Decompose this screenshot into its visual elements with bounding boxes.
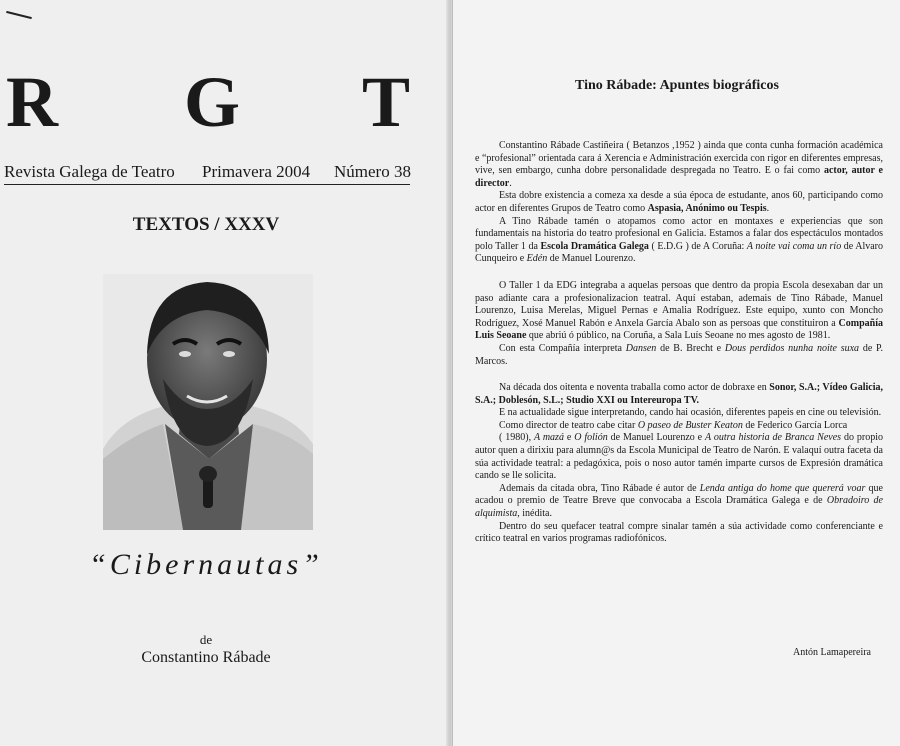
article-paragraph	[475, 382, 883, 407]
article-paragraph	[475, 280, 883, 343]
article-signature: Antón Lamapereira	[792, 647, 871, 658]
play-title: “Cibernautas”	[89, 548, 323, 581]
text-run: Edén	[526, 253, 548, 265]
text-run: Escola Dramática Galega	[540, 240, 649, 252]
text-run: ( 1980),	[499, 432, 534, 444]
text-run: Con esta Compañía interpreta	[499, 342, 626, 354]
text-run: Obradoiro de alquimista	[475, 495, 883, 520]
text-run: de Manuel Lourenzo.	[547, 253, 636, 265]
author-portrait	[103, 274, 313, 530]
article-paragraph	[475, 521, 883, 546]
article-paragraph	[475, 432, 883, 482]
logo-letter-r: R	[6, 62, 58, 142]
logo-letter-t: T	[362, 62, 411, 142]
article-paragraph	[475, 343, 883, 368]
text-run: ( E.D.G ) de A Coruña:	[648, 240, 747, 252]
text-run: O Taller 1 da EDG integraba a aquelas persoas que dentro da propia Escola desexaban dar un paso adiante cara a profesionalizacion teatral. Aquí estaban, ademais de Tino Rábade, Manuel Lourenzo, Luisa Merelas, Miguel Pernas e Amalia Rodríguez. Este equipo, xunto con Moncho Rodríguez, Xosé Manuel Rabón e Anxela García Abalo son as persoas que constituiron a	[475, 279, 883, 329]
text-run: Como director de teatro cabe citar	[499, 419, 638, 431]
text-run: A noite vai coma un río	[746, 240, 842, 252]
article-paragraph	[475, 420, 883, 433]
text-run: .	[766, 202, 770, 214]
text-run: A mazá	[534, 432, 564, 444]
text-run: Dous perdidos nunha noite suxa	[724, 342, 860, 354]
text-run: que acadou o premio de Teatre Breve que convocaba a Escola Dramática Galega e de	[475, 482, 883, 507]
article-paragraph	[475, 190, 883, 215]
article-paragraph	[475, 216, 883, 266]
text-run: A outra historia de Branca Neves	[705, 432, 842, 444]
text-run: do propio autor quen a dirixiu para alumn@s da Escola Municipal de Teatro de Narón. E valaquí outra faceta da súa actividade teatral: a pedagóxica, pois o noso autor tamén imparte cursos de Expresión dramática cando se lle solicita.	[475, 432, 884, 482]
text-run: Compañía Luis Seoane	[475, 317, 883, 342]
author-name: Constantino Rábade	[141, 649, 271, 666]
text-run: Dentro do seu quefacer teatral compre sinalar tamén a súa actividade como conferenciante e crítico teatral en varios programas radiofónicos.	[475, 520, 883, 545]
text-run: Constantino Rábade Castiñeira ( Betanzos ,1952 ) ainda que conta cunha formación académica e “profesional” orientada cara á Xerencia e Administración exercida con rigor en diferentes empresas, vive, sen embargo, cunha dobre personalidade despregada no Teatro. E o fai como	[475, 140, 883, 177]
issue-number: Número 38	[334, 162, 411, 181]
article-paragraph	[475, 140, 883, 190]
masthead-line	[4, 160, 410, 185]
text-run: de P. Marcos.	[475, 342, 883, 367]
right-page	[452, 0, 900, 746]
text-run: O folión	[574, 432, 608, 444]
text-run: , inédita.	[517, 508, 552, 520]
text-run: Lenda antiga do home que quererá voar	[699, 482, 866, 494]
text-run: .	[509, 177, 512, 189]
text-run: Dansen	[625, 342, 657, 354]
article-paragraph	[475, 483, 883, 521]
text-run: A Tino Rábade tamén o atopamos como actor en montaxes e experiencias que son fundamentais na historia do teatro profesional en Galicia. Estamos a falar dos espectáculos montados polo Taller 1 da	[475, 215, 883, 252]
text-run: E na actualidade sigue interpretando, cando hai ocasión, diferentes papeis en cine ou televisión.	[499, 407, 882, 419]
corner-mark	[6, 11, 32, 19]
text-run: Esta dobre existencia a comeza xa desde a súa época de estudante, anos 60, participando como actor en diferentes Grupos de Teatro como	[475, 190, 883, 214]
article-paragraph	[475, 407, 883, 420]
logo-letter-g: G	[184, 62, 241, 142]
text-run: que abriú ó público, na Coruña, a Sala Luís Seoane no mes agosto de 1981.	[526, 330, 831, 342]
text-run: de B. Brecht e	[656, 342, 725, 354]
text-run: Na década dos oitenta e noventa traballa como actor de dobraxe en	[499, 382, 770, 394]
by-line: de	[199, 632, 213, 647]
text-run: de Manuel Lourenzo e	[607, 432, 706, 444]
text-run: Aspasia, Anónimo ou Tespis	[647, 202, 767, 214]
text-run: de Alvaro Cunqueiro e	[475, 240, 883, 265]
article-title: Tino Rábade: Apuntes biográficos	[575, 78, 779, 93]
issue-season: Primavera 2004	[202, 162, 311, 181]
text-run: O paseo de Buster Keaton	[637, 419, 743, 431]
magazine-name: Revista Galega de Teatro	[4, 162, 175, 181]
text-run: e	[563, 432, 575, 444]
text-run: Ademais da citada obra, Tino Rábade é autor de	[499, 482, 700, 494]
article-body	[475, 140, 883, 546]
section-heading: TEXTOS / XXXV	[132, 214, 280, 235]
text-run: de Federico García Lorca	[742, 419, 848, 431]
text-run: Sonor, S.A.; Vídeo Galicia, S.A.; Doblesón, S.L.; Studio XXI ou Intereuropa TV.	[475, 382, 883, 406]
text-run: actor, autor e director	[475, 165, 883, 189]
